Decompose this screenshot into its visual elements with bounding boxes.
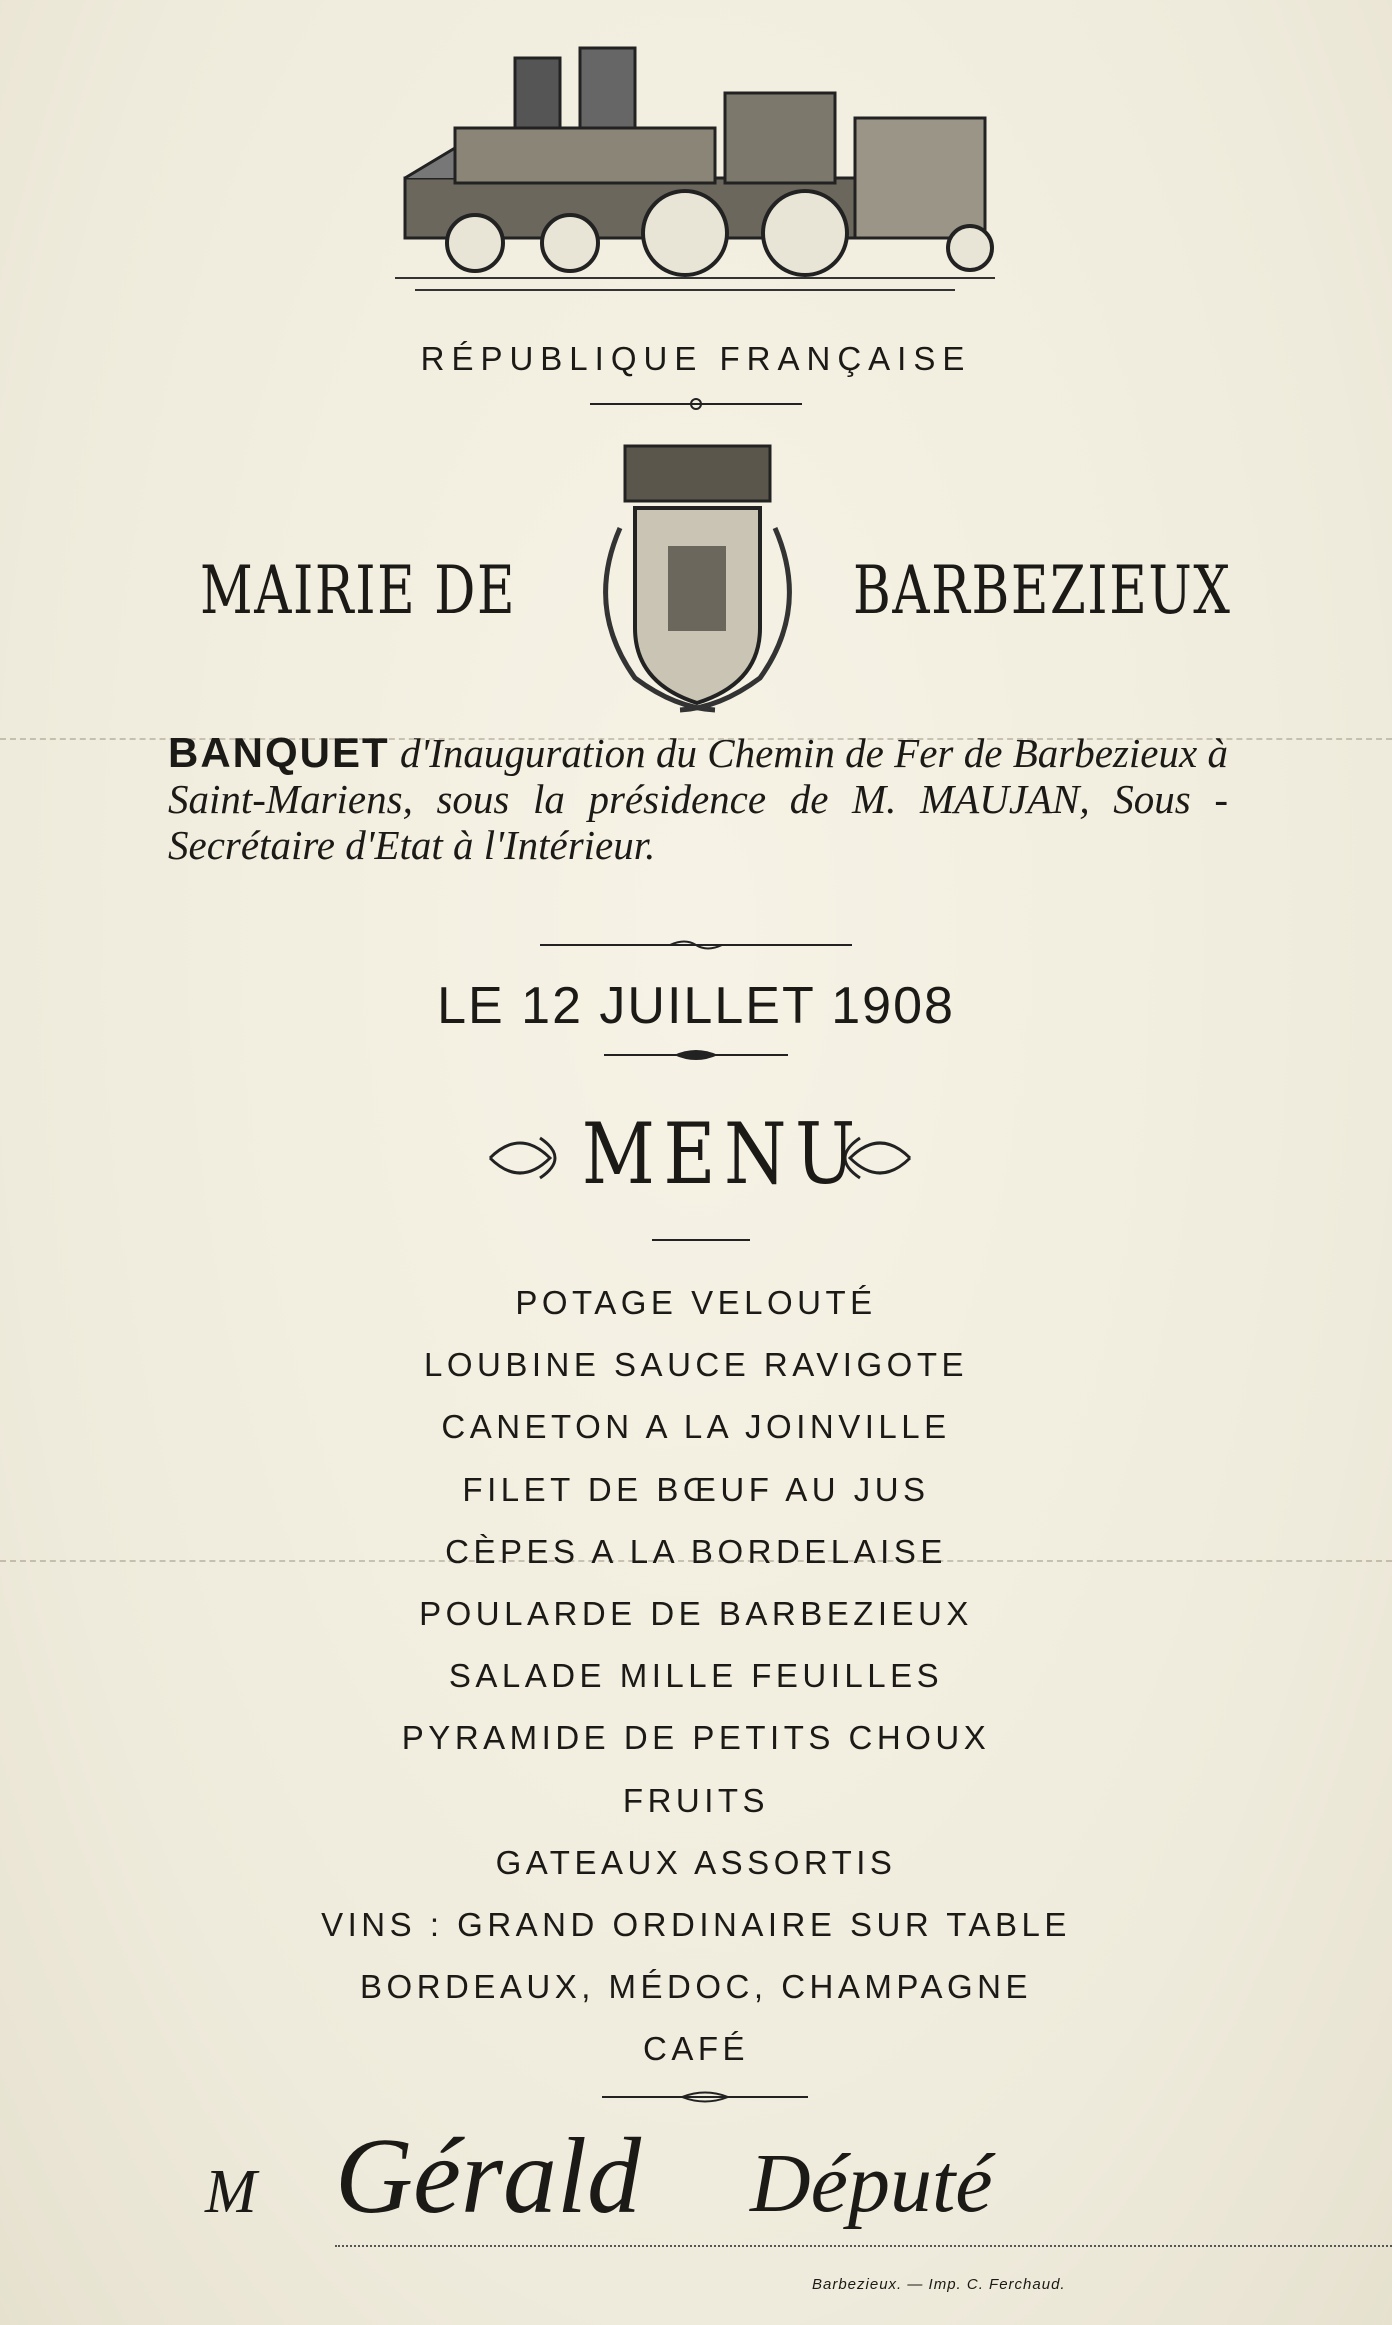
mairie-heading-left: MAIRIE DE xyxy=(200,552,517,629)
menu-item: LOUBINE SAUCE RAVIGOTE xyxy=(424,1346,968,1384)
handwritten-guest-name xyxy=(205,2115,1245,2255)
menu-items-list xyxy=(0,1272,1392,2080)
mairie-heading-right: BARBEZIEUX xyxy=(853,552,1232,629)
menu-item: CÈPES A LA BORDELAISE xyxy=(445,1532,947,1570)
republic-heading: RÉPUBLIQUE FRANÇAISE xyxy=(420,340,972,377)
menu-item: FILET DE BŒUF AU JUS xyxy=(462,1470,930,1508)
menu-item: SALADE MILLE FEUILLES xyxy=(448,1657,944,1695)
banquet-description xyxy=(168,730,1228,868)
menu-item: VINS : GRAND ORDINAIRE SUR TABLE xyxy=(321,1905,1071,1943)
event-date: LE 12 JUILLET 1908 xyxy=(437,977,955,1035)
divider-ornament xyxy=(602,2090,808,2104)
menu-item: POTAGE VELOUTÉ xyxy=(515,1284,877,1321)
menu-item: FRUITS xyxy=(622,1781,770,1819)
menu-item: BORDEAUX, MÉDOC, CHAMPAGNE xyxy=(360,1968,1032,2006)
menu-item: POULARDE DE BARBEZIEUX xyxy=(419,1594,973,1632)
menu-item: PYRAMIDE DE PETITS CHOUX xyxy=(401,1719,991,1757)
signature-dotted-line xyxy=(335,2245,1392,2247)
locomotive-illustration xyxy=(395,38,995,296)
signature-title: Député xyxy=(750,2137,993,2230)
menu-title: MENU xyxy=(581,1105,864,1203)
divider-ornament xyxy=(652,1236,750,1244)
banquet-label: BANQUET xyxy=(168,729,390,776)
menu-item: CAFÉ xyxy=(642,2030,749,2068)
divider-ornament xyxy=(540,938,852,952)
signature-honorific: M xyxy=(205,2158,257,2226)
signature-name: Gérald xyxy=(335,2117,641,2236)
menu-item: GATEAUX ASSORTIS xyxy=(495,1843,897,1881)
coat-of-arms-crest xyxy=(565,438,830,728)
banquet-text: d'Inauguration du Chemin de Fer de Barbezieux à Saint-Mariens, sous la présidence de M. MAUJAN, Sous - Secrétaire d'Etat à l'Intérieur. xyxy=(168,730,1228,868)
printer-credit: Barbezieux. — Imp. C. Ferchaud. xyxy=(812,2276,1066,2293)
divider-ornament xyxy=(604,1048,788,1062)
divider-ornament xyxy=(590,396,802,412)
menu-item: CANETON A LA JOINVILLE xyxy=(441,1408,951,1446)
